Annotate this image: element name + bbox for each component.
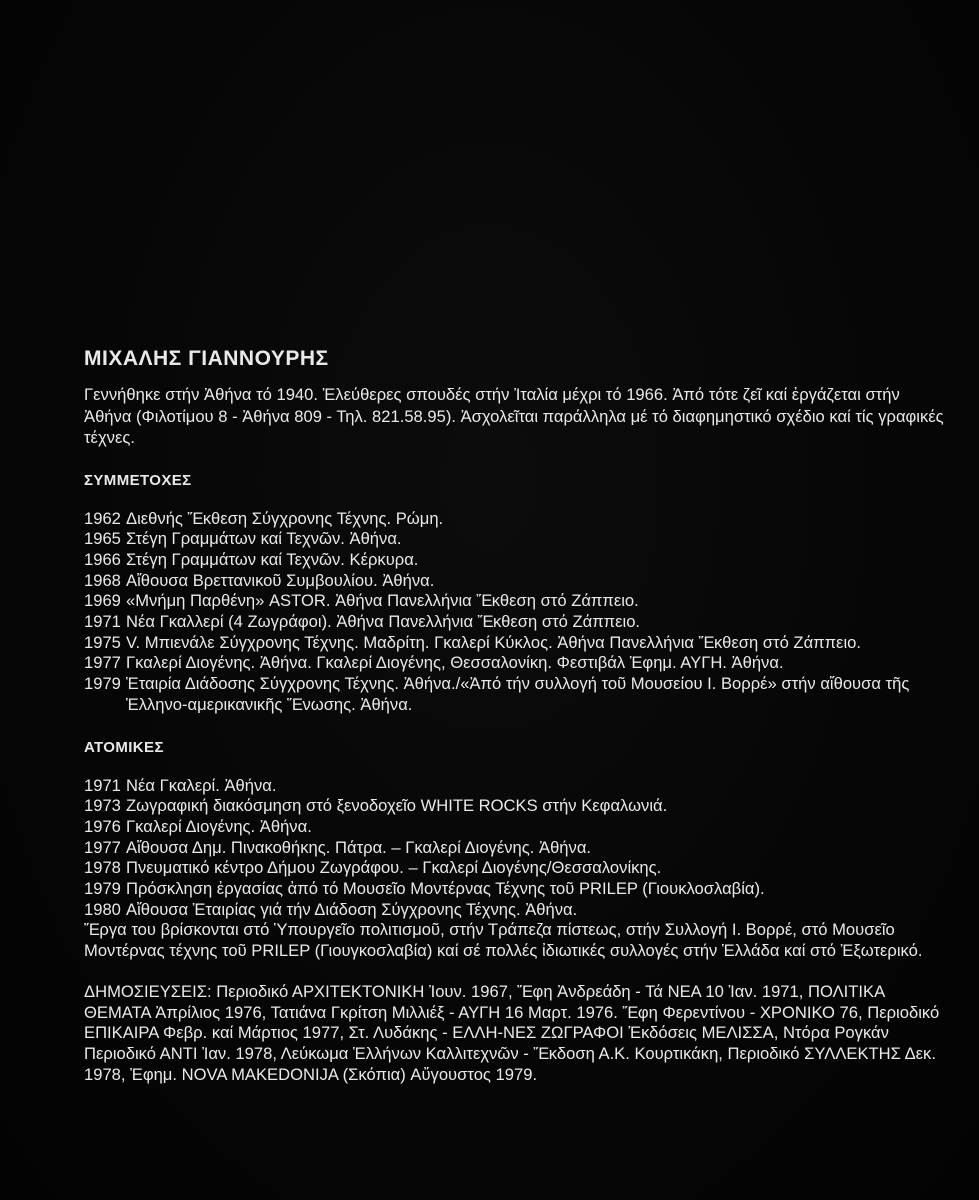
solo-exhibitions-list [84, 776, 944, 921]
artist-name: ΜΙΧΑΛΗΣ ΓΙΑΝΝΟΥΡΗΣ [84, 347, 329, 370]
solo-exhibitions-heading: ΑΤΟΜΙΚΕΣ [84, 738, 164, 756]
exhibition-entry [84, 591, 944, 612]
exhibition-year: 1977 [84, 837, 121, 857]
biography-section [84, 346, 944, 1086]
exhibition-entry [84, 879, 944, 900]
exhibition-year: 1965 [84, 529, 121, 549]
exhibition-entry [84, 653, 944, 674]
exhibition-year: 1969 [84, 591, 121, 611]
exhibition-year: 1978 [84, 858, 121, 878]
exhibition-text: Νέα Γκαλερί. Ἀθήνα. [126, 775, 277, 795]
exhibition-text: Αἴθουσα Ἑταιρίας γιά τήν Διάδοση Σύγχρονης Τέχνης. Ἀθήνα. [126, 899, 578, 919]
exhibition-text: Πρόσκληση ἐργασίας ἀπό τό Μουσεῖο Μοντέρνας Τέχνης τοῦ PRILEP (Γιουκλοσλαβία). [126, 879, 765, 899]
exhibition-year: 1980 [84, 899, 121, 919]
exhibition-text: Γκαλερί Διογένης. Ἀθήνα. Γκαλερί Διογένης, Θεσσαλονίκη. Φεστιβάλ Ἐφημ. ΑΥΓΗ. Ἀθήνα. [126, 653, 784, 673]
exhibition-text: Διεθνής Ἔκθεση Σύγχρονης Τέχνης. Ρώμη. [126, 508, 444, 528]
exhibition-entry [84, 571, 944, 592]
exhibition-year: 1976 [84, 816, 121, 836]
exhibition-entry [84, 817, 944, 838]
exhibition-entry [84, 858, 944, 879]
artist-bio: Γεννήθηκε στήν Ἀθήνα τό 1940. Ἐλεύθερες σπουδές στήν Ἰταλία μέχρι τό 1966. Ἀπό τότε ζεῖ καί ἐργάζεται στήν Ἀθήνα (Φιλοτίμου 8 - Ἀθήνα 809 - Τηλ. 821.58.95). Ἀσχολεῖται παράλληλα μέ τό διαφημηστικό σχέδιο καί τίς γραφικές τέχνες. [84, 385, 944, 447]
exhibition-entry [84, 838, 944, 859]
exhibition-text: Ζωγραφική διακόσμηση στό ξενοδοχεῖο WHITE ROCKS στήν Κεφαλωνιά. [126, 796, 668, 816]
exhibition-entry [84, 550, 944, 571]
exhibition-year: 1966 [84, 549, 121, 569]
exhibition-entry [84, 796, 944, 817]
exhibition-entry [84, 674, 944, 715]
exhibition-entry [84, 776, 944, 797]
exhibition-text: Νέα Γκαλλερί (4 Ζωγράφοι). Ἀθήνα Πανελλήνια Ἔκθεση στό Ζάππειο. [126, 612, 641, 632]
exhibition-year: 1968 [84, 570, 121, 590]
publications-paragraph: ΔΗΜΟΣΙΕΥΣΕΙΣ: Περιοδικό ΑΡΧΙΤΕΚΤΟΝΙΚΗ Ἰουν. 1967, Ἔφη Ἀνδρεάδη - Τά ΝΕΑ 10 Ἰαν. 1971, ΠΟΛΙΤΙΚΑ ΘΕΜΑΤΑ Ἀπρίλιος 1976, Τατιάνα Γκρίτση Μιλλιέξ - ΑΥΓΗ 16 Μαρτ. 1976. Ἔφη Φερεντίνου - ΧΡΟΝΙΚΟ 76, Περιοδικό ΕΠΙΚΑΙΡΑ Φεβρ. καί Μάρτιος 1977, Στ. Λυδάκης - ΕΛΛΗ-ΝΕΣ ΖΩΓΡΑΦΟΙ Ἐκδόσεις ΜΕΛΙΣΣΑ, Ντόρα Ρογκάν Περιοδικό ΑΝΤΙ Ἰαν. 1978, Λεύκωμα Ἑλλήνων Καλλιτεχνῶν - Ἔκδοση Α.Κ. Κουρτικάκη, Περιοδικό ΣΥΛΛΕΚΤΗΣ Δεκ. 1978, Ἐφημ. NOVA MAKEDONIJA (Σκόπια) Αὔγουστος 1979. [84, 981, 940, 1085]
exhibition-text: Στέγη Γραμμάτων καί Τεχνῶν. Ἀθήνα. [126, 529, 402, 549]
group-exhibitions-list [84, 509, 944, 716]
exhibition-entry [84, 633, 944, 654]
exhibition-text: V. Μπιενάλε Σύγχρονης Τέχνης. Μαδρίτη. Γκαλερί Κύκλος. Ἀθήνα Πανελλήνια Ἔκθεση στό Ζάππειο. [126, 632, 861, 652]
exhibition-year: 1971 [84, 775, 121, 795]
exhibition-text: Αἴθουσα Βρεττανικοῦ Συμβουλίου. Ἀθήνα. [126, 570, 435, 590]
exhibition-entry [84, 612, 944, 633]
exhibition-text: «Μνήμη Παρθένη» ASTOR. Ἀθήνα Πανελλήνια Ἔκθεση στό Ζάππειο. [126, 591, 639, 611]
exhibition-text: Αἴθουσα Δημ. Πινακοθήκης. Πάτρα. – Γκαλερί Διογένης. Ἀθήνα. [126, 837, 592, 857]
exhibition-text: Πνευματικό κέντρο Δήμου Ζωγράφου. – Γκαλερί Διογένης/Θεσσαλονίκης. [126, 858, 662, 878]
exhibition-entry [84, 900, 944, 921]
exhibition-text: Γκαλερί Διογένης. Ἀθήνα. [126, 816, 312, 836]
exhibition-year: 1979 [84, 879, 121, 899]
exhibition-year: 1977 [84, 653, 121, 673]
exhibition-entry [84, 509, 944, 530]
exhibition-entry [84, 529, 944, 550]
exhibition-year: 1979 [84, 674, 121, 694]
group-exhibitions-heading: ΣΥΜΜΕΤΟΧΕΣ [84, 471, 192, 489]
exhibition-text: Ἑταιρία Διάδοσης Σύγχρονης Τέχνης. Ἀθήνα./«Ἀπό τήν συλλογή τοῦ Μουσείου Ι. Βορρέ» στήν αἴθουσα τῆς Ἑλληνο-αμερικανικῆς Ἕνωσης. Ἀθήνα. [126, 674, 910, 714]
exhibition-text: Στέγη Γραμμάτων καί Τεχνῶν. Κέρκυρα. [126, 549, 419, 569]
exhibition-year: 1971 [84, 612, 121, 632]
exhibition-year: 1973 [84, 796, 121, 816]
collections-paragraph: Ἔργα του βρίσκονται στό Ὑπουργεῖο πολιτισμοῦ, στήν Τράπεζα πίστεως, στήν Συλλογή Ι. Βορρέ, στό Μουσεῖο Μοντέρνας τέχνης τοῦ PRILEP (Γιουγκοσλαβία) καί σέ πολλές ἰδιωτικές συλλογές στήν Ἑλλάδα καί στό Ἐξωτερικό. [84, 920, 923, 961]
exhibition-year: 1962 [84, 508, 121, 528]
exhibition-year: 1975 [84, 632, 121, 652]
